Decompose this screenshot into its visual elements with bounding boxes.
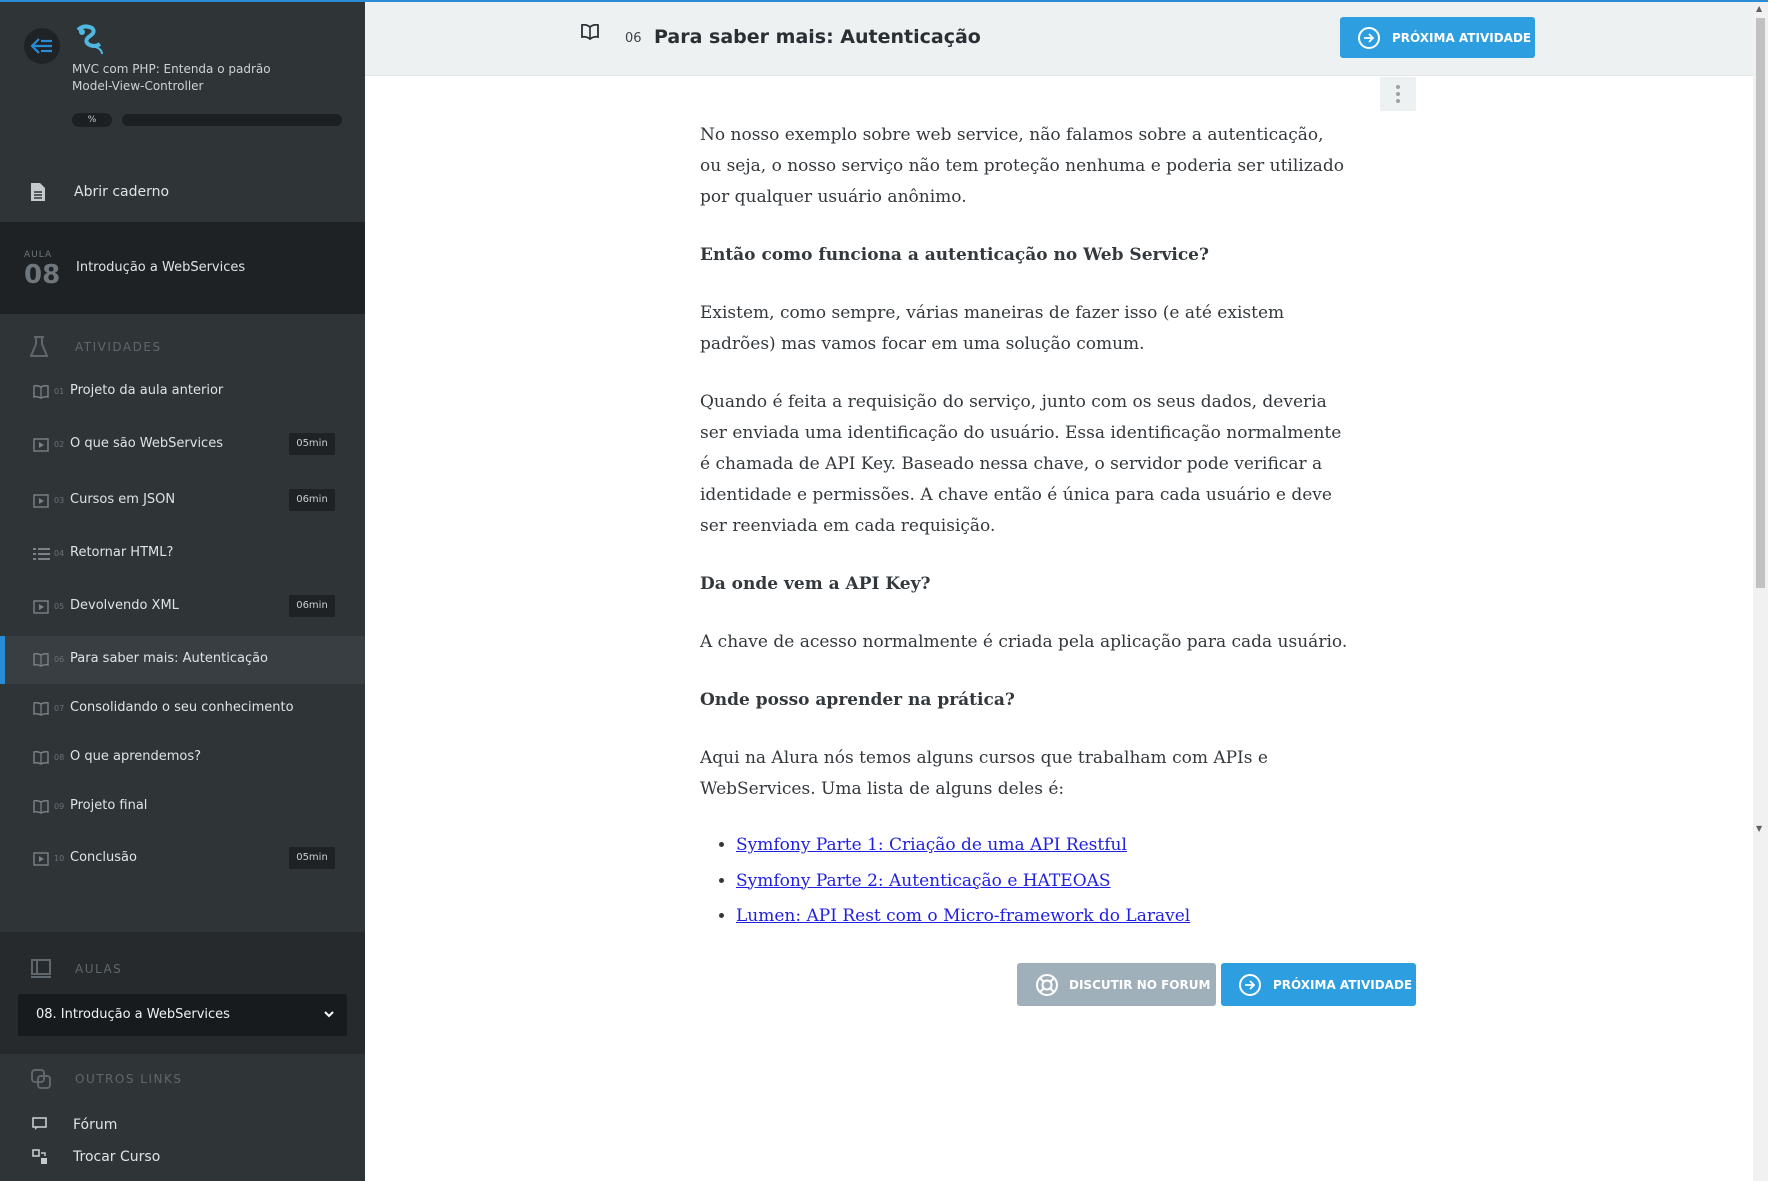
- document-icon: [30, 182, 46, 202]
- activity-title: O que são WebServices: [70, 436, 223, 451]
- list-item: [736, 828, 1350, 864]
- flask-icon: [30, 336, 48, 358]
- activity-title: Cursos em JSON: [70, 492, 176, 507]
- duration-badge: 05min: [289, 847, 335, 869]
- duration-badge: 06min: [289, 489, 335, 511]
- progress-bar: [122, 114, 342, 126]
- list-icon: [33, 546, 51, 565]
- activity-content: [700, 120, 1350, 935]
- activity-title: O que aprendemos?: [70, 749, 202, 764]
- activity-number: 03: [54, 496, 65, 505]
- activity-title: Projeto da aula anterior: [70, 383, 224, 398]
- video-icon: [33, 493, 49, 512]
- course-name: MVC com PHP: Entenda o padrão Model-View-Controller: [72, 62, 271, 93]
- kebab-dot-icon: [1396, 92, 1400, 96]
- activity-item-06[interactable]: [0, 636, 365, 684]
- arrow-left-icon: [31, 38, 53, 54]
- open-book-icon: [581, 24, 599, 40]
- activity-item-01[interactable]: [0, 368, 365, 416]
- discuss-forum-label: DISCUTIR NO FORUM: [1069, 977, 1211, 992]
- other-links-heading-label: OUTROS LINKS: [75, 1072, 183, 1086]
- subheading: Onde posso aprender na prática?: [700, 690, 1015, 710]
- aulas-heading: [0, 954, 365, 984]
- chat-icon: [32, 1117, 48, 1131]
- activity-title: Devolvendo XML: [70, 598, 179, 613]
- activity-title: Conclusão: [70, 850, 137, 865]
- video-icon: [33, 851, 49, 870]
- activity-number: 08: [54, 753, 65, 762]
- page-scrollbar[interactable]: [1753, 2, 1768, 1181]
- activity-item-08[interactable]: [0, 734, 365, 782]
- book-icon: [33, 750, 49, 769]
- activities-heading: [0, 332, 365, 362]
- video-icon: [33, 599, 49, 618]
- scrollbar-thumb[interactable]: [1756, 18, 1765, 588]
- next-activity-label-bottom: PRÓXIMA ATIVIDADE: [1273, 977, 1413, 992]
- activity-item-02[interactable]: [0, 421, 365, 469]
- duration-badge: 05min: [289, 433, 335, 455]
- paragraph: Aqui na Alura nós temos alguns cursos que trabalham com APIs e WebServices. Uma lista de alguns deles é:: [700, 748, 1268, 799]
- activity-number: 06: [625, 31, 642, 46]
- activity-item-09[interactable]: [0, 783, 365, 831]
- notebook-label: Abrir caderno: [74, 184, 170, 200]
- activity-title: Projeto final: [70, 798, 148, 813]
- scroll-down-icon[interactable]: ▼: [1756, 824, 1763, 833]
- discuss-forum-button[interactable]: [1017, 963, 1216, 1006]
- arrow-right-circle-icon: [1239, 974, 1261, 996]
- sidebar-header: [0, 0, 365, 150]
- page-title: Para saber mais: Autenticação: [654, 26, 981, 48]
- subheading: Da onde vem a API Key?: [700, 574, 931, 594]
- paragraph: No nosso exemplo sobre web service, não falamos sobre a autenticação, ou seja, o nosso serviço não tem proteção nenhuma e poderia ser utilizado por qualquer usuário anônimo.: [700, 125, 1344, 207]
- more-options-button[interactable]: [1380, 77, 1416, 111]
- activity-item-07[interactable]: [0, 685, 365, 733]
- course-link[interactable]: Symfony Parte 1: Criação de uma API Restful: [736, 835, 1127, 855]
- activity-title: Consolidando o seu conhecimento: [70, 700, 294, 715]
- activity-title: Para saber mais: Autenticação: [70, 651, 269, 666]
- next-activity-label-top: PRÓXIMA ATIVIDADE: [1392, 30, 1532, 45]
- activity-number: 06: [54, 655, 65, 664]
- book-icon: [33, 384, 49, 403]
- subheading: Então como funciona a autenticação no Web Service?: [700, 245, 1209, 265]
- lifebuoy-icon: [1035, 973, 1059, 997]
- book-icon: [33, 701, 49, 720]
- activity-title: Retornar HTML?: [70, 545, 174, 560]
- activity-number: 09: [54, 802, 65, 811]
- activity-item-05[interactable]: [0, 583, 365, 631]
- activity-number: 07: [54, 704, 65, 713]
- course-links-list: [736, 828, 1350, 935]
- activity-item-04[interactable]: [0, 530, 365, 578]
- lesson-title: Introdução a WebServices: [76, 260, 246, 275]
- back-button[interactable]: [24, 28, 60, 64]
- switch-icon: [32, 1149, 48, 1165]
- links-icon: [30, 1068, 52, 1090]
- kebab-dot-icon: [1396, 85, 1400, 89]
- activity-header: [365, 2, 1753, 76]
- kebab-dot-icon: [1396, 99, 1400, 103]
- lesson-number: 08: [24, 260, 61, 290]
- activities-heading-label: ATIVIDADES: [75, 340, 162, 354]
- course-link[interactable]: Symfony Parte 2: Autenticação e HATEOAS: [736, 870, 1111, 891]
- activity-item-10[interactable]: [0, 835, 365, 883]
- aulas-heading-label: AULAS: [75, 962, 123, 976]
- book-icon: [33, 652, 49, 671]
- course-logo-icon: [72, 22, 108, 58]
- switch-course-label: Trocar Curso: [73, 1149, 161, 1165]
- next-activity-button-top[interactable]: [1340, 17, 1535, 58]
- sidebar: [0, 0, 365, 1181]
- forum-link[interactable]: [0, 1111, 365, 1139]
- chevron-down-icon: [323, 1009, 335, 1019]
- book-icon: [33, 799, 49, 818]
- list-item: [736, 899, 1350, 935]
- next-activity-button-bottom[interactable]: [1221, 963, 1416, 1006]
- forum-link-label: Fórum: [73, 1117, 118, 1133]
- switch-course-link[interactable]: [0, 1143, 365, 1171]
- arrow-right-circle-icon: [1358, 27, 1380, 49]
- video-icon: [33, 437, 49, 456]
- course-link[interactable]: Lumen: API Rest com o Micro-framework do Laravel: [736, 906, 1191, 926]
- scroll-up-icon[interactable]: ▲: [1756, 4, 1763, 13]
- book-stack-icon: [30, 958, 52, 978]
- paragraph: A chave de acesso normalmente é criada pela aplicação para cada usuário.: [700, 632, 1348, 652]
- activity-item-03[interactable]: [0, 477, 365, 525]
- other-links-heading: [0, 1064, 365, 1094]
- open-notebook-link[interactable]: [0, 165, 365, 220]
- progress-percent: %: [72, 113, 112, 127]
- lesson-select[interactable]: [18, 994, 347, 1036]
- activity-number: 01: [54, 387, 65, 396]
- lesson-aula-label: AULA: [24, 250, 53, 260]
- activity-number: 05: [54, 602, 65, 611]
- top-loading-line: [0, 0, 1768, 2]
- activity-number: 10: [54, 854, 65, 863]
- activity-number: 02: [54, 440, 65, 449]
- activity-number: 04: [54, 549, 65, 558]
- paragraph: Existem, como sempre, várias maneiras de fazer isso (e até existem padrões) mas vamos focar em uma solução comum.: [700, 303, 1285, 354]
- list-item: [736, 864, 1350, 900]
- paragraph: Quando é feita a requisição do serviço, junto com os seus dados, deveria ser enviada uma identificação do usuário. Essa identificação normalmente é chamada de API Key. Baseado nessa chave, o servidor pode verificar a identidade e permissões. A chave então é única para cada usuário e deve ser reenviada em cada requisição.: [700, 392, 1342, 536]
- duration-badge: 06min: [289, 595, 335, 617]
- lesson-select-value: 08. Introdução a WebServices: [36, 1007, 230, 1022]
